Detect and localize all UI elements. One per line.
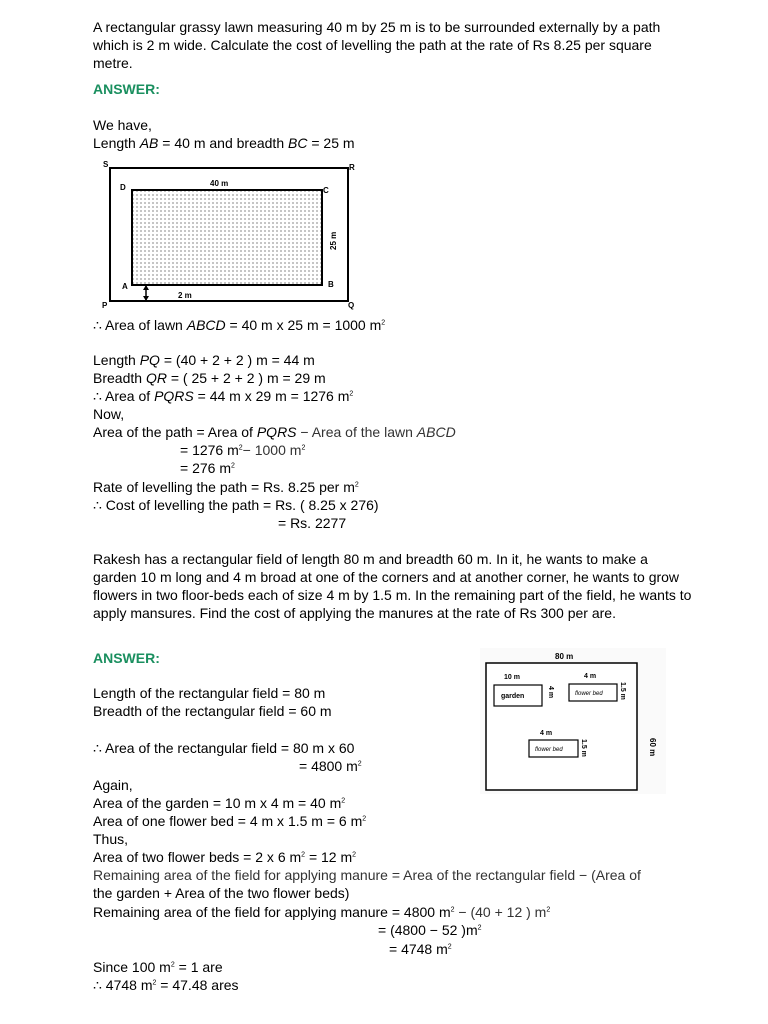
area-pqrs-line: ∴ Area of PQRS = 44 m x 29 m = 1276 $m^2$ — [93, 388, 354, 404]
garden-length-dim: 10 m — [504, 674, 520, 681]
field-length-dim: 80 m — [555, 652, 574, 661]
flower-bed-1-label: flower bed — [575, 691, 603, 697]
we-have-line: We have, — [93, 117, 152, 133]
bed1-length-dim: 4 m — [584, 673, 597, 680]
question-1-text: A rectangular grassy lawn measuring 40 m by 25 m is to be surrounded externally by a path which is 2 m wide. Calculate the cost of levelling the path at the rate of Rs 8.25 per square metre. — [93, 19, 661, 71]
field-area-line: ∴ Area of the rectangular field = 80 m x 60 — [93, 740, 355, 756]
inner-rect-abcd-lawn — [132, 190, 322, 285]
two-beds-line: Area of two flower beds = 2 x 6 $m^2 = 12$ $m^2$ — [93, 849, 357, 865]
label-r: R — [349, 163, 355, 172]
ares-line: ∴ 4748 $m^2 = 47.48$ ares — [93, 977, 239, 993]
side-dimension: 25 m — [329, 231, 338, 250]
answer-2-label: ANSWER: — [93, 650, 160, 666]
garden-label: garden — [501, 693, 525, 700]
area-lawn-line: ∴ Area of lawn ABCD = 40 m x 25 m = 1000 $m^2$ — [93, 317, 386, 333]
remaining-line-1: Remaining area of the field for applying manure = Area of the rectangular field − (Area of — [93, 867, 641, 883]
garden-width-dim: 4 m — [547, 686, 554, 699]
label-a: A — [122, 282, 128, 291]
since-line: Since 100 $m^2 = 1$ are — [93, 959, 223, 975]
cost-line: ∴ Cost of levelling the path = Rs. ( 8.25 x 276) — [93, 497, 379, 513]
path-area-line: Area of the path = Area of PQRS − Area of the lawn ABCD — [93, 424, 456, 440]
again-line: Again, — [93, 777, 133, 793]
field-diagram — [480, 648, 666, 794]
label-p: P — [102, 301, 108, 310]
question-2-text: Rakesh has a rectangular field of length 80 m and breadth 60 m. In it, he wants to make a garden 10 m long and 4 m broad at one of the corners and at another corner, he wants to grow flowers in two floor-beds each of size 4 m by 1.5 m. In the remaining part of the field, he wants to apply mansures. Find the cost of applying the manures at the rate of Rs 300 per are. — [93, 551, 692, 621]
remaining-line-4: = (4800 − 52 )$m^2$ — [378, 922, 482, 938]
field-area-result: = 4800 $m^2$ — [299, 758, 362, 774]
field-length-line: Length of the rectangular field = 80 m — [93, 685, 326, 701]
rate-line: Rate of levelling the path = Rs. 8.25 per $m^2$ — [93, 479, 359, 495]
bed1-width-dim: 1.5 m — [619, 682, 626, 700]
label-c: C — [323, 186, 329, 195]
path-area-eq2: = 276 $m^2$ — [180, 460, 235, 476]
bed2-length-dim: 4 m — [540, 730, 553, 737]
field-breadth-dim: 60 m — [648, 738, 657, 757]
garden-area-line: Area of the garden = 10 m x 4 m = 40 $m^2$ — [93, 795, 346, 811]
lawn-path-diagram — [100, 158, 362, 312]
flower-bed-2-label: flower bed — [535, 747, 563, 753]
length-pq-line: Length PQ = (40 + 2 + 2 ) m = 44 m — [93, 352, 315, 368]
cost-result-line: = Rs. 2277 — [278, 515, 347, 531]
label-d: D — [120, 183, 126, 192]
thus-line: Thus, — [93, 831, 129, 847]
bed2-width-dim: 1.5 m — [580, 739, 587, 757]
label-s: S — [103, 160, 109, 169]
remaining-line-5: = 4748 $m^2$ — [389, 941, 452, 957]
top-dimension: 40 m — [210, 179, 229, 188]
field-breadth-line: Breadth of the rectangular field = 60 m — [93, 703, 332, 719]
breadth-qr-line: Breadth QR = ( 25 + 2 + 2 ) m = 29 m — [93, 370, 326, 386]
label-q: Q — [348, 301, 355, 310]
now-line: Now, — [93, 406, 125, 422]
remaining-line-3: Remaining area of the field for applying manure = 4800 $m^2 - (40 + 12$ ) $m^2$ — [93, 904, 551, 920]
path-dimension: 2 m — [178, 291, 192, 300]
path-area-eq1: = 1276 $m^2- 1000$ $m^2$ — [180, 442, 306, 458]
answer-1-label: ANSWER: — [93, 81, 160, 97]
label-b: B — [328, 280, 334, 289]
remaining-line-2: the garden + Area of the two flower beds) — [93, 885, 350, 901]
field-rect — [486, 663, 637, 790]
length-breadth-line: Length AB = 40 m and breadth BC = 25 m — [93, 135, 355, 151]
bed-area-line: Area of one flower bed = 4 m x 1.5 m = 6 $m^2$ — [93, 813, 367, 829]
